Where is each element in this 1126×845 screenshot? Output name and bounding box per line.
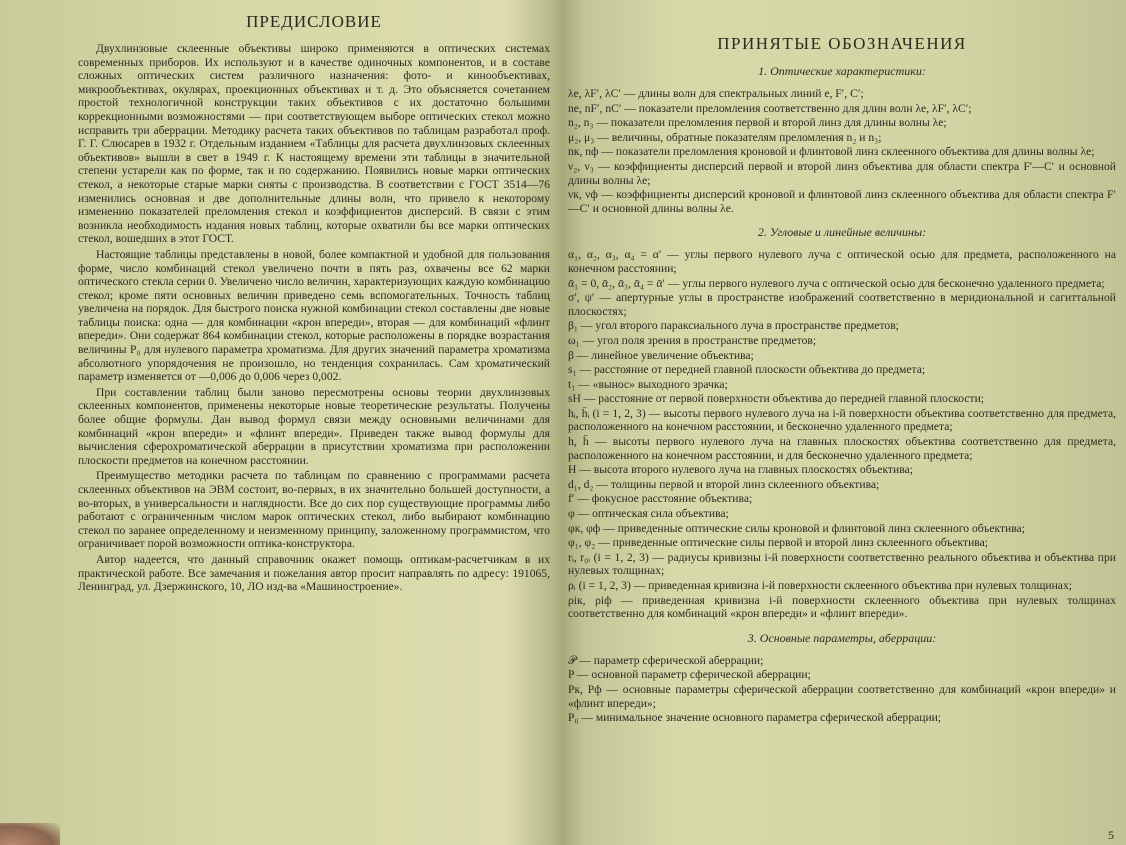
notation-entry: ν₂, ν₃ — коэффициенты дисперсий первой и второй линз объектива для области спектра F′—C′ и основной длины волны λe; [568, 159, 1116, 187]
notation-entry: P₀ — минимальное значение основного параметра сферической аберрации; [568, 711, 942, 725]
section-heading: 3. Основные параметры, аберрации: [747, 630, 937, 645]
notation-entry: n₂, n₃ — показатели преломления первой и второй линз для длины волны λe; [568, 116, 947, 130]
paragraph: При составлении таблиц были заново пересмотрены основы теории двухлинзовых склеенных компонентов, применены некоторые новые теоретические результаты. Получены более общие формулы. Дан вывод формул связи между основными величинами для комбинаций «крон впереди» и «флинт впереди». Приведен также вывод формулы для вычисления сферохроматической аберрации в присутствии хроматизма при расположении плоскости предметов на конечном расстоянии. [78, 385, 550, 467]
notation-entry: σ′, ψ′ — апертурные углы в пространстве изображений соответственно в меридиональной и сагиттальной плоскостях; [568, 291, 1116, 318]
notation-entry: d₁, d₂ — толщины первой и второй линз склеенного объектива; [568, 477, 880, 491]
notation-entry: sH — расстояние от первой поверхности объектива до передней главной плоскости; [568, 392, 985, 406]
notation-entry: H — высота второго нулевого луча на главных плоскостях объектива; [568, 463, 913, 477]
notation-entry: α₁, α₂, α₃, α₄ = α′ — углы первого нулевого луча с оптической осью для предмета, расположенного на конечном расстоянии; [568, 248, 1116, 275]
page-number: 5 [1108, 828, 1114, 842]
right-page [560, 0, 1126, 845]
notation-entry: Pк, Pф — основные параметры сферической аберрации соответственно для комбинаций «крон впереди» и «флинт впереди»; [568, 682, 1116, 710]
notation-entry: ᾱ₁ = 0, ᾱ₂, ᾱ₃, ᾱ₄ = ᾱ′ — углы первого нулевого луча с оптической осью для бесконечно удаленного предмета; [568, 276, 1105, 290]
left-page [0, 0, 556, 845]
page-title: ПРЕДИСЛОВИЕ [246, 12, 382, 31]
thumb-photo [0, 823, 60, 845]
notation-entry: 𝒫 — параметр сферической аберрации; [568, 653, 764, 667]
paragraph: Автор надеется, что данный справочник окажет помощь оптикам-расчетчикам в их практической работе. Все замечания и пожелания автор просит направлять по адресу: 191065, Ленинград, ул. Дзержинского, 10, ЛО изд-ва «Машиностроение». [78, 552, 550, 594]
notation-entry: h, h̄ — высоты первого нулевого луча на главных плоскостях объектива соответственно для предмета, расположенного на конечном расстоянии, и для бесконечно удаленного предмета; [568, 435, 1116, 462]
notation-entry: φ — оптическая сила объектива; [568, 507, 729, 521]
notation-entry: s₁ — расстояние от передней главной плоскости объектива до предмета; [568, 363, 926, 377]
notation-entry: ω₁ — угол поля зрения в пространстве предметов; [568, 333, 817, 347]
paragraph: Преимущество методики расчета по таблицам по сравнению с программами расчета склеенных объективов на ЭВМ состоит, во-первых, в их значительно большей доступности, а во-вторых, в универсальности и наглядности. Все до сих пор существующие программы либо работают с ограниченным числом марок оптических стекол, либо выбирают комбинацию стекол по заранее определенному и неизменному принципу, заложенному программистом, что ограничивает порой возможности оптика-конструктора. [78, 469, 550, 551]
paragraph: Настоящие таблицы представлены в новой, более компактной и удобной для пользования форме, число комбинаций стекол увеличено почти в пять раз, охвачены все 62 марки оптического стекла серии 0. Увеличено число величин, характеризующих каждую комбинацию стекол; кроме пяти основных величин приведено семь вспомогательных. Точность таблиц увеличена на порядок. Для быстрого поиска нужной комбинации стекол составлены две новые таблицы поиска: одна — для комбинации «крон впереди», вторая — для комбинаций «флинт впереди». Они содержат 864 комбинации стекол, которые расположены в порядке возрастания величины P₀ для нулевого параметра хроматизма. Для других значений параметра хроматизма абсолютного упорядочения не произошло, но тенденция сохранилась. Сам хроматический параметр изменяется от —0,006 до 0,006 через 0,002. [78, 247, 550, 384]
notation-entry: φ₁, φ₂ — приведенные оптические силы первой и второй линз склеенного объектива; [568, 536, 988, 550]
notation-entry: ρᵢ (i = 1, 2, 3) — приведенная кривизна i-й поверхности склеенного объектива при нулевых толщинах; [568, 579, 1072, 592]
notation-entry: ne, nF′, nC′ — показатели преломления соответственно для длин волн λe, λF′, λC′; [568, 101, 972, 115]
notation-entry: ρiк, ρiф — приведенная кривизна i-й поверхности склеенного объектива при нулевых толщинах соответственно для комбинаций «крон впереди» и «флинт впереди». [568, 593, 1116, 621]
notation-entry: f′ — фокусное расстояние объектива; [568, 492, 753, 506]
notation-entry: μ₂, μ₃ — величины, обратные показателям преломления n₂ и n₃; [568, 130, 882, 144]
notation-entry: t₁ — «вынос» выходного зрачка; [568, 377, 728, 391]
section-heading: 2. Угловые и линейные величины: [757, 225, 927, 240]
notation-entry: νк, νф — коэффициенты дисперсий кроновой и флинтовой линз склеенного объектива для области спектра F′—C′ и основной длины волны λe. [568, 188, 1116, 215]
notation-entry: P — основной параметр сферической аберрации; [568, 668, 811, 682]
notation-entry: hᵢ, h̄ᵢ (i = 1, 2, 3) — высоты первого нулевого луча на i-й поверхности объектива соответственно для предмета, расположенного на конечном расстоянии, и бесконечно удаленного предмета; [568, 406, 1116, 434]
paragraph: Двухлинзовые склеенные объективы широко применяются в оптических системах современных приборов. Их используют и в качестве одиночных компонентов, и в составе сложных оптических систем различного назначения: фото- и кинообъективах, микрообъективах, окулярах, проекционных объективах и т. д. Это объясняется сочетанием простой технологичной конструкции таких объективов с их достаточно большими коррекционными возможностями — при соответствующем выборе оптических стекол можно исправить три аберрации. Методику расчета таких объективов по таблицам разработал проф. Г. Г. Слюсарев в 1932 г. Отдельным изданием «Таблицы для расчета двухлинзовых склеенных объективов» вышли в свет в 1949 г. К настоящему времени эти таблицы в значительной степени устарели как по форме, так и по содержанию. Появились новые марки оптических стекол, а некоторые старые марки сняты с производства. В соответствии с ГОСТ 3514—76 изменились основная и две дополнительные длины волн, что привело к некоторому изменению показателей преломления стекол и коэффициентов дисперсий. В связи с этим возникла необходимость издания новых таблиц, которые охватили бы все марки оптических стекол, вошедших в этот ГОСТ. [78, 42, 550, 246]
notation-entry: rᵢ, r₀ᵢ (i = 1, 2, 3) — радиусы кривизны i-й поверхности соответственно реального объектива и объектива при нулевых толщинах; [568, 550, 1116, 578]
notation-entry: nк, nф — показатели преломления кроновой и флинтовой линз склеенного объектива для длины волны λe; [568, 145, 1095, 159]
page-title: ПРИНЯТЫЕ ОБОЗНАЧЕНИЯ [717, 34, 967, 53]
notation-entry: λe, λF′, λC′ — длины волн для спектральных линий e, F′, C′; [568, 87, 864, 100]
notation-entry: φк, φф — приведенные оптические силы кроновой и флинтовой линз склеенного объектива; [568, 521, 1025, 535]
notation-entry: β — линейное увеличение объектива; [568, 348, 754, 362]
notation-entry: β₁ — угол второго параксиального луча в пространстве предметов; [568, 319, 899, 333]
section-heading: 1. Оптические характеристики: [758, 64, 926, 78]
